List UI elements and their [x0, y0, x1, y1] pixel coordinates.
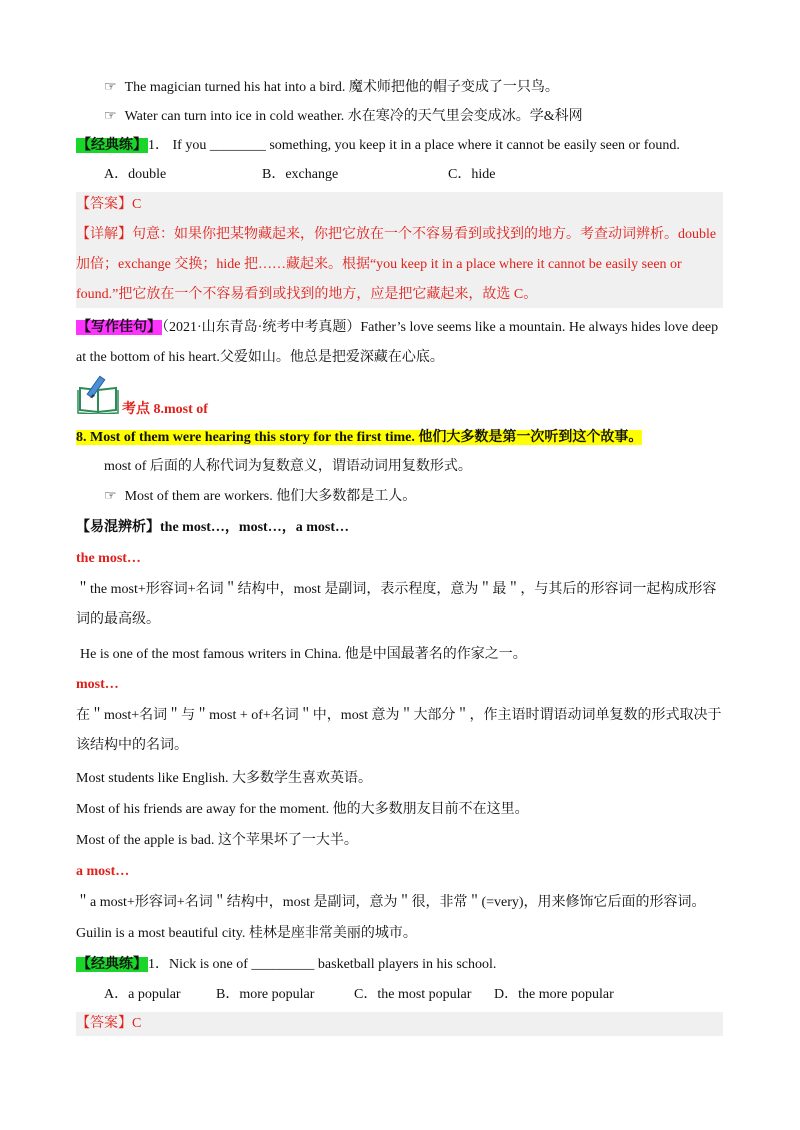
pointing-hand-icon: ☞	[104, 80, 117, 95]
pointing-hand-icon: ☞	[104, 109, 117, 124]
exercise-question-1: 【经典练】1． If you ________ something, you keep it in a place where it cannot be easily seen or found.	[77, 138, 680, 153]
most-example-3: Most of the apple is bad. 这个苹果坏了一大半。	[76, 833, 358, 848]
most-example-2: Most of his friends are away for the moment. 他的大多数朋友目前不在这里。	[76, 802, 529, 817]
example-sentence-1: ☞ The magician turned his hat into a bird. 魔术师把他的帽子变成了一只鸟。	[104, 80, 559, 95]
exercise-question-2: 【经典练】1．Nick is one of _________ basketball players in his school.	[77, 957, 497, 972]
the-most-explanation: ＂the most+形容词+名词＂结构中，most 是副词，表示程度，意为＂最＂，与其后的形容词一起构成形容词的最高级。	[76, 582, 717, 627]
exercise-options-2	[104, 985, 722, 1005]
confusion-title: 【易混辨析】the most…，most…，a most…	[76, 520, 349, 535]
option-c: C．hide	[448, 167, 496, 182]
answer-1: 【答案】C	[76, 197, 142, 212]
point-8-heading: 8. Most of them were hearing this story for the first time. 他们大多数是第一次听到这个故事。	[76, 430, 643, 445]
writing-sentence: 【写作佳句】（2021·山东青岛·统考中考真题）Father’s love seems like a mountain. He always hides love deep at the bottom of his heart.父爱如山。他总是把爱深藏在心底。	[76, 320, 719, 365]
option-b: B．exchange	[262, 167, 339, 182]
example-sentence-2: ☞ Water can turn into ice in cold weather. 水在寒冷的天气里会变成冰。学&科网	[104, 109, 583, 124]
kaodian-heading: 考点 8.most of	[122, 402, 208, 417]
exercise-options-1	[104, 165, 722, 185]
option-b: B．more popular	[216, 987, 315, 1002]
most-explanation: 在＂most+名词＂与＂most + of+名词＂中，most 意为＂大部分＂，作主语时谓语动词单复数的形式取决于该结构中的名词。	[76, 708, 722, 753]
a-most-explanation: ＂a most+形容词+名词＂结构中，most 是副词，意为＂很，非常＂(=very)，用来修饰它后面的形容词。	[76, 895, 706, 910]
option-a: A．a popular	[104, 987, 181, 1002]
option-c: C．the most popular	[354, 987, 472, 1002]
a-most-example: Guilin is a most beautiful city. 桂林是座非常美丽的城市。	[76, 926, 417, 941]
the-most-example: He is one of the most famous writers in China. 他是中国最著名的作家之一。	[80, 647, 527, 662]
explanation-1: 【详解】句意：如果你把某物藏起来，你把它放在一个不容易看到或找到的地方。考查动词辨析。double 加倍；exchange 交换；hide 把……藏起来。根据“you keep it in a place where it cannot be easily seen or found.”把它放在一个不容易看到或找到的地方，应是把它藏起来，故选 C。	[76, 227, 717, 302]
exercise-tag: 【经典练】	[77, 138, 147, 153]
option-d: D．the more popular	[494, 987, 614, 1002]
book-pencil-icon	[77, 374, 121, 414]
most-example-1: Most students like English. 大多数学生喜欢英语。	[76, 771, 372, 786]
writing-tag: 【写作佳句】	[77, 320, 161, 335]
point-8-note: most of 后面的人称代词为复数意义，谓语动词用复数形式。	[104, 459, 472, 474]
option-a: A．double	[104, 167, 167, 182]
subheading-the-most: the most…	[76, 551, 141, 566]
subheading-a-most: a most…	[76, 864, 130, 879]
exercise-tag: 【经典练】	[77, 957, 147, 972]
subheading-most: most…	[76, 677, 119, 692]
example-sentence-3: ☞ Most of them are workers. 他们大多数都是工人。	[104, 489, 417, 504]
answer-2: 【答案】C	[76, 1016, 142, 1031]
pointing-hand-icon: ☞	[104, 489, 117, 504]
